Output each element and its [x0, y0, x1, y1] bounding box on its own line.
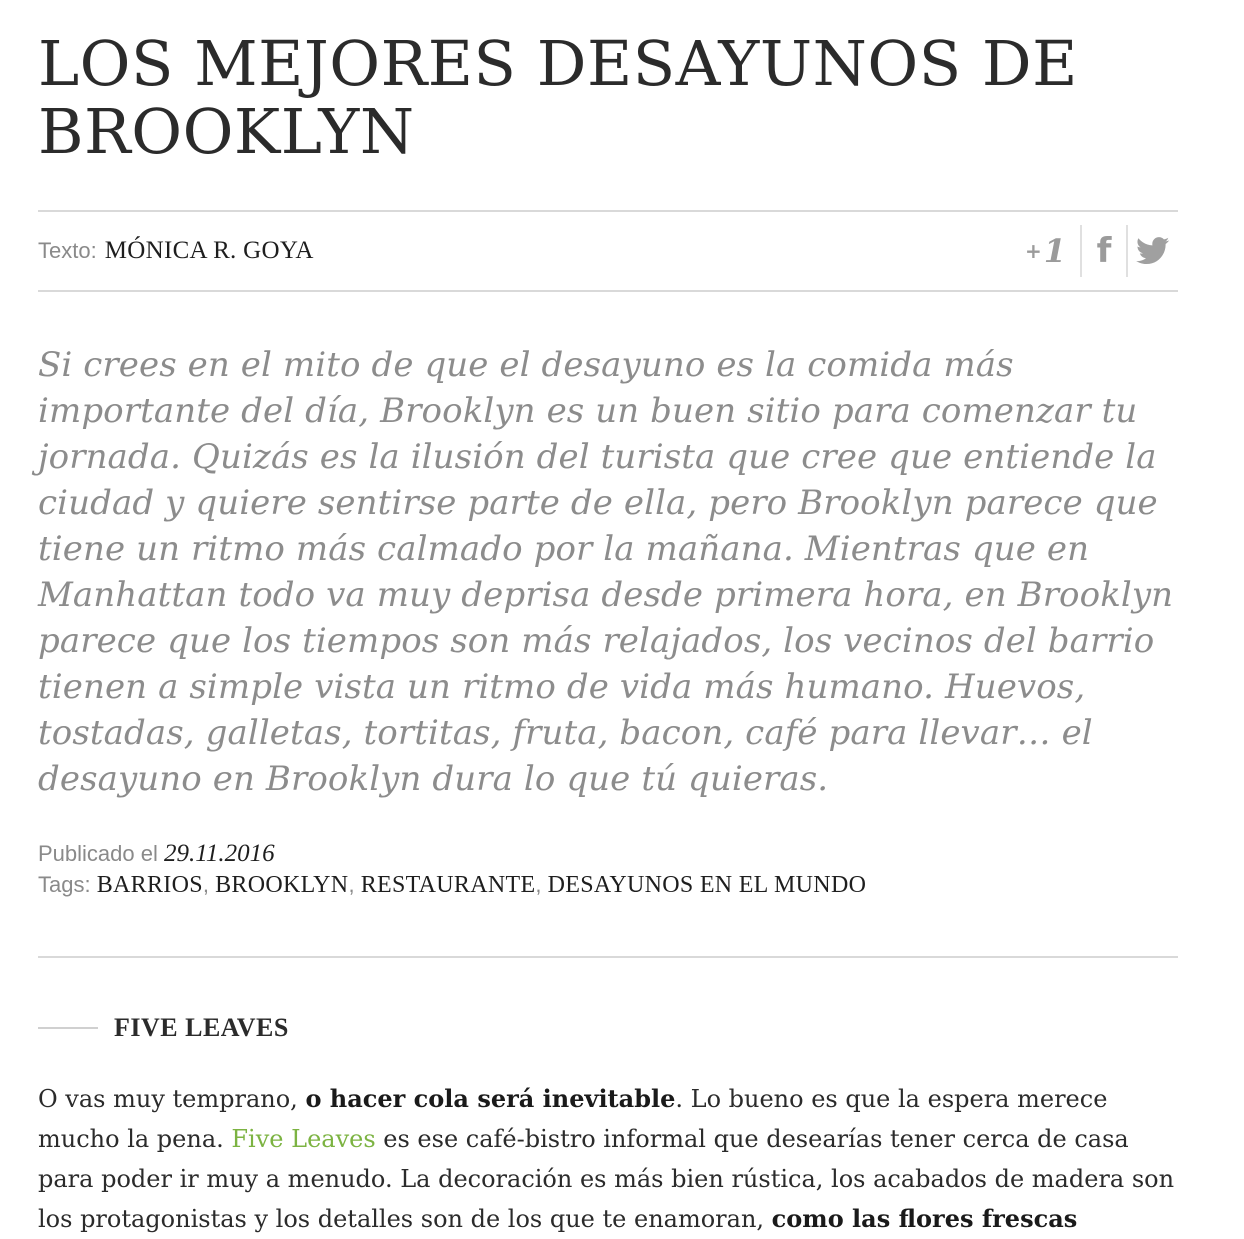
- byline: [38, 237, 314, 265]
- tag-link[interactable]: BARRIOS: [96, 872, 203, 898]
- paragraph-text: es ese café-bistro informal que desearías tener cerca de casa para poder ir muy a menudo. La decoración es más bien rústica, los acabados de madera son los protagonistas y los detalles son de los que te enamoran,: [38, 1125, 1175, 1233]
- paragraph-text: . Lo bueno es que la espera merece mucho la pena.: [38, 1085, 1108, 1153]
- author-link[interactable]: MÓNICA R. GOYA: [104, 237, 314, 264]
- article-title: LOS MEJORES DESAYUNOS DE BROOKLYN: [38, 27, 1078, 168]
- article: [38, 0, 1178, 1239]
- tag-separator: ,: [202, 872, 209, 897]
- divider: [38, 956, 1178, 958]
- google-plus-one-icon[interactable]: [1025, 225, 1080, 277]
- tag-link[interactable]: RESTAURANTE: [360, 872, 536, 898]
- section-heading: [38, 1013, 1178, 1043]
- paragraph-bold: como las flores frescas: [771, 1204, 1078, 1233]
- article-lead: Si crees en el mito de que el desayuno es la comida más importante del día, Brooklyn es un buen sitio para comenzar tu jornada. Quizás es la ilusión del turista que cree que entiende la ciudad y quiere sentirse parte de ella, pero Brooklyn parece que tiene un ritmo más calmado por la mañana. Mientras que en Manhattan todo va muy deprisa desde primera hora, en Brooklyn parece que los tiempos son más relajados, los vecinos del barrio tienen a simple vista un ritmo de vida más humano. Huevos, tostadas, galletas, tortitas, fruta, bacon, café para llevar… el desayuno en Brooklyn dura lo que tú quieras.: [38, 345, 1174, 799]
- divider: [38, 290, 1178, 292]
- section-title: FIVE LEAVES: [114, 1013, 289, 1042]
- published-line: [38, 838, 1178, 869]
- plus-glyph: +: [1024, 239, 1042, 263]
- section-paragraph: [38, 1079, 1178, 1239]
- paragraph-bold: o hacer cola será inevitable: [305, 1084, 676, 1113]
- tags-label: Tags:: [38, 872, 91, 897]
- twitter-bird-icon: [1136, 237, 1170, 265]
- published-date: 29.11.2016: [164, 840, 275, 867]
- article-meta: [38, 838, 1178, 901]
- gplus-count: 1: [1043, 232, 1066, 270]
- section-heading-line: [38, 1027, 98, 1029]
- share-buttons: [1025, 224, 1178, 278]
- tag-link[interactable]: DESAYUNOS EN EL MUNDO: [547, 872, 867, 898]
- facebook-icon[interactable]: f: [1096, 231, 1112, 271]
- tags-line: [38, 869, 1178, 901]
- published-label: Publicado el: [38, 841, 158, 866]
- byline-bar: [38, 212, 1178, 290]
- five-leaves-link[interactable]: Five Leaves: [231, 1125, 376, 1153]
- tag-separator: ,: [348, 872, 355, 897]
- paragraph-text: O vas muy temprano,: [38, 1085, 306, 1113]
- tag-separator: ,: [535, 872, 542, 897]
- twitter-icon[interactable]: [1128, 225, 1178, 277]
- byline-label: Texto:: [38, 238, 97, 263]
- tag-link[interactable]: BROOKLYN: [215, 872, 349, 898]
